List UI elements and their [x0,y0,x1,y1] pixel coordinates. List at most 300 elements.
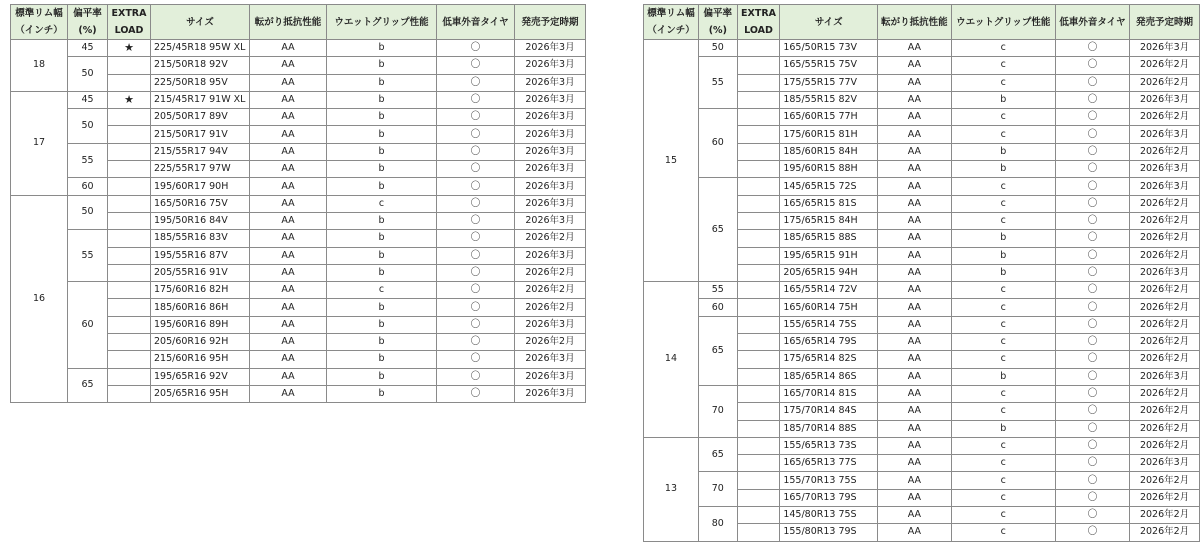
table-row [644,299,1200,316]
release-date-cell: 2026年2月 [1130,524,1200,541]
rolling-resistance-cell: AA [250,282,327,299]
tire-size-cell: 185/65R15 88S [780,230,878,247]
release-date-cell: 2026年2月 [1130,334,1200,351]
rolling-resistance-cell: AA [878,351,951,368]
wet-grip-cell: b [951,264,1055,281]
low-noise-cell: 〇 [437,126,515,143]
low-noise-cell: 〇 [437,161,515,178]
extra-load-cell [737,212,780,229]
low-noise-cell: 〇 [1055,351,1129,368]
tire-size-cell: 225/50R18 95V [151,74,250,91]
aspect-ratio-cell: 55 [68,230,108,282]
extra-load-cell [108,247,151,264]
header-aspect-ratio [68,5,108,40]
rolling-resistance-cell: AA [878,178,951,195]
wet-grip-cell: b [327,57,437,74]
low-noise-cell: 〇 [437,109,515,126]
aspect-ratio-cell: 45 [68,91,108,108]
rolling-resistance-cell: AA [250,143,327,160]
release-date-cell: 2026年3月 [1130,161,1200,178]
wet-grip-cell: c [951,126,1055,143]
extra-load-cell [737,368,780,385]
wet-grip-cell: c [327,195,437,212]
tire-size-cell: 225/45R18 95W XL [151,40,250,57]
release-date-cell: 2026年3月 [515,91,586,108]
wet-grip-cell: b [327,161,437,178]
low-noise-cell: 〇 [1055,437,1129,454]
release-date-cell: 2026年3月 [515,143,586,160]
wet-grip-cell: b [327,299,437,316]
extra-load-cell [737,126,780,143]
release-date-cell: 2026年2月 [1130,420,1200,437]
tire-size-cell: 145/65R15 72S [780,178,878,195]
wet-grip-cell: c [951,299,1055,316]
tire-size-cell: 185/65R14 86S [780,368,878,385]
header-wet-grip: ウエットグリップ性能 [327,5,437,40]
header-row [11,5,586,40]
wet-grip-cell: b [951,368,1055,385]
tire-size-cell: 165/65R14 79S [780,334,878,351]
low-noise-cell: 〇 [1055,109,1129,126]
header-rolling-resistance: 転がり抵抗性能 [250,5,327,40]
tire-size-cell: 165/50R16 75V [151,195,250,212]
rolling-resistance-cell: AA [250,264,327,281]
low-noise-cell: 〇 [437,368,515,385]
extra-load-cell [108,282,151,299]
header-rim-width [11,5,68,40]
extra-load-cell [108,334,151,351]
wet-grip-cell: c [951,455,1055,472]
low-noise-cell: 〇 [437,74,515,91]
extra-load-cell [108,109,151,126]
low-noise-cell: 〇 [437,178,515,195]
aspect-ratio-cell: 55 [698,282,737,299]
release-date-cell: 2026年3月 [515,57,586,74]
aspect-ratio-cell: 65 [698,316,737,385]
tire-size-cell: 145/80R13 75S [780,507,878,524]
wet-grip-cell: b [327,91,437,108]
tire-size-cell: 175/55R15 77V [780,74,878,91]
rolling-resistance-cell: AA [878,420,951,437]
low-noise-cell: 〇 [437,351,515,368]
low-noise-cell: 〇 [1055,212,1129,229]
aspect-ratio-cell: 60 [68,178,108,195]
tire-size-cell: 165/60R15 77H [780,109,878,126]
extra-load-cell [737,109,780,126]
extra-load-star-icon: ★ [108,40,151,57]
rolling-resistance-cell: AA [878,161,951,178]
rolling-resistance-cell: AA [878,247,951,264]
rolling-resistance-cell: AA [878,230,951,247]
rolling-resistance-cell: AA [878,74,951,91]
wet-grip-cell: c [951,472,1055,489]
aspect-ratio-cell: 50 [68,195,108,230]
header-size: サイズ [780,5,878,40]
release-date-cell: 2026年2月 [1130,351,1200,368]
release-date-cell: 2026年2月 [1130,316,1200,333]
tire-size-cell: 185/55R16 83V [151,230,250,247]
wet-grip-cell: c [951,316,1055,333]
rolling-resistance-cell: AA [250,299,327,316]
wet-grip-cell: c [951,282,1055,299]
rolling-resistance-cell: AA [878,507,951,524]
low-noise-cell: 〇 [1055,420,1129,437]
rolling-resistance-cell: AA [878,212,951,229]
extra-load-cell [737,161,780,178]
wet-grip-cell: b [327,230,437,247]
extra-load-cell [108,316,151,333]
wet-grip-cell: c [951,57,1055,74]
extra-load-star-icon: ★ [108,91,151,108]
release-date-cell: 2026年3月 [1130,368,1200,385]
tire-table-right [643,4,1200,542]
tire-size-cell: 185/70R14 88S [780,420,878,437]
aspect-ratio-cell: 55 [68,143,108,178]
rolling-resistance-cell: AA [250,316,327,333]
header-row [644,5,1200,40]
extra-load-cell [108,299,151,316]
rolling-resistance-cell: AA [250,74,327,91]
header-aspect-line1: 偏平率 [703,8,733,19]
tire-size-cell: 215/55R17 94V [151,143,250,160]
tire-size-cell: 165/60R14 75H [780,299,878,316]
extra-load-cell [108,178,151,195]
wet-grip-cell: b [327,178,437,195]
tire-size-cell: 175/60R15 81H [780,126,878,143]
wet-grip-cell: b [327,143,437,160]
low-noise-cell: 〇 [437,385,515,402]
release-date-cell: 2026年2月 [1130,74,1200,91]
low-noise-cell: 〇 [437,91,515,108]
extra-load-cell [737,489,780,506]
rolling-resistance-cell: AA [878,403,951,420]
release-date-cell: 2026年3月 [515,161,586,178]
aspect-ratio-cell: 65 [698,437,737,472]
header-xl-line1: EXTRA [741,8,776,19]
low-noise-cell: 〇 [1055,489,1129,506]
rim-group-13 [644,437,1200,541]
tire-size-cell: 185/60R15 84H [780,143,878,160]
tire-size-cell: 195/60R16 89H [151,316,250,333]
low-noise-cell: 〇 [437,316,515,333]
release-date-cell: 2026年3月 [515,385,586,402]
wet-grip-cell: c [951,195,1055,212]
low-noise-cell: 〇 [1055,178,1129,195]
low-noise-cell: 〇 [437,334,515,351]
extra-load-cell [737,195,780,212]
extra-load-cell [108,351,151,368]
wet-grip-cell: c [327,282,437,299]
wet-grip-cell: b [327,368,437,385]
rolling-resistance-cell: AA [250,91,327,108]
tire-size-cell: 205/55R16 91V [151,264,250,281]
low-noise-cell: 〇 [437,143,515,160]
tire-size-cell: 195/55R16 87V [151,247,250,264]
table-row [11,282,586,299]
header-xl-line2: LOAD [744,25,773,36]
release-date-cell: 2026年2月 [1130,282,1200,299]
rolling-resistance-cell: AA [878,385,951,402]
rolling-resistance-cell: AA [250,161,327,178]
rolling-resistance-cell: AA [878,40,951,57]
extra-load-cell [737,143,780,160]
extra-load-cell [737,264,780,281]
rolling-resistance-cell: AA [250,195,327,212]
tire-size-cell: 165/70R14 81S [780,385,878,402]
wet-grip-cell: b [951,420,1055,437]
low-noise-cell: 〇 [1055,368,1129,385]
release-date-cell: 2026年2月 [1130,472,1200,489]
tire-size-cell: 165/70R13 79S [780,489,878,506]
extra-load-cell [737,74,780,91]
extra-load-cell [737,40,780,57]
wet-grip-cell: b [327,74,437,91]
rolling-resistance-cell: AA [878,437,951,454]
wet-grip-cell: c [951,437,1055,454]
low-noise-cell: 〇 [1055,143,1129,160]
wet-grip-cell: c [951,489,1055,506]
wet-grip-cell: c [951,178,1055,195]
release-date-cell: 2026年3月 [1130,91,1200,108]
release-date-cell: 2026年3月 [515,40,586,57]
low-noise-cell: 〇 [1055,507,1129,524]
low-noise-cell: 〇 [437,299,515,316]
extra-load-cell [737,507,780,524]
rolling-resistance-cell: AA [250,126,327,143]
aspect-ratio-cell: 65 [698,178,737,282]
rolling-resistance-cell: AA [878,143,951,160]
aspect-ratio-cell: 55 [698,57,737,109]
release-date-cell: 2026年2月 [515,230,586,247]
release-date-cell: 2026年2月 [1130,437,1200,454]
tire-size-cell: 165/55R14 72V [780,282,878,299]
release-date-cell: 2026年3月 [515,212,586,229]
release-date-cell: 2026年2月 [1130,109,1200,126]
header-xl-line1: EXTRA [111,8,147,19]
rolling-resistance-cell: AA [878,264,951,281]
table-row [644,282,1200,299]
release-date-cell: 2026年2月 [515,334,586,351]
tire-size-cell: 175/70R14 84S [780,403,878,420]
aspect-ratio-cell: 60 [68,282,108,368]
tire-size-cell: 155/65R14 75S [780,316,878,333]
header-rolling-resistance: 転がり抵抗性能 [878,5,951,40]
aspect-ratio-cell: 60 [698,299,737,316]
extra-load-cell [737,178,780,195]
wet-grip-cell: b [951,161,1055,178]
tire-size-cell: 155/80R13 79S [780,524,878,541]
release-date-cell: 2026年2月 [1130,195,1200,212]
rolling-resistance-cell: AA [878,299,951,316]
low-noise-cell: 〇 [1055,524,1129,541]
wet-grip-cell: b [327,351,437,368]
rim-group-18 [11,40,586,92]
low-noise-cell: 〇 [437,57,515,74]
extra-load-cell [737,247,780,264]
extra-load-cell [737,524,780,541]
aspect-ratio-cell: 50 [68,57,108,92]
rolling-resistance-cell: AA [250,230,327,247]
wet-grip-cell: c [951,212,1055,229]
table-row [644,437,1200,454]
rim-group-16 [11,195,586,403]
low-noise-cell: 〇 [1055,40,1129,57]
rolling-resistance-cell: AA [878,316,951,333]
rolling-resistance-cell: AA [878,489,951,506]
tire-size-cell: 205/65R15 94H [780,264,878,281]
aspect-ratio-cell: 70 [698,385,737,437]
table-row [11,143,586,160]
low-noise-cell: 〇 [437,230,515,247]
wet-grip-cell: c [951,334,1055,351]
extra-load-cell [737,472,780,489]
rolling-resistance-cell: AA [878,455,951,472]
tire-size-cell: 205/60R16 92H [151,334,250,351]
release-date-cell: 2026年3月 [515,247,586,264]
table-row [11,230,586,247]
wet-grip-cell: c [951,109,1055,126]
header-aspect-line1: 偏平率 [73,8,102,19]
wet-grip-cell: c [951,351,1055,368]
low-noise-cell: 〇 [1055,282,1129,299]
tire-size-cell: 195/60R17 90H [151,178,250,195]
wet-grip-cell: b [951,230,1055,247]
low-noise-cell: 〇 [437,247,515,264]
low-noise-cell: 〇 [1055,195,1129,212]
extra-load-cell [737,230,780,247]
release-date-cell: 2026年2月 [1130,143,1200,160]
tire-size-cell: 185/60R16 86H [151,299,250,316]
low-noise-cell: 〇 [1055,74,1129,91]
tire-size-cell: 195/65R16 92V [151,368,250,385]
rolling-resistance-cell: AA [250,109,327,126]
rim-width-cell: 15 [644,40,699,282]
wet-grip-cell: b [327,385,437,402]
low-noise-cell: 〇 [1055,91,1129,108]
low-noise-cell: 〇 [437,264,515,281]
release-date-cell: 2026年3月 [515,109,586,126]
table-row [11,178,586,195]
release-date-cell: 2026年2月 [1130,57,1200,74]
release-date-cell: 2026年2月 [515,264,586,281]
tire-size-cell: 195/50R16 84V [151,212,250,229]
wet-grip-cell: b [327,126,437,143]
table-row [644,109,1200,126]
low-noise-cell: 〇 [437,40,515,57]
wet-grip-cell: b [327,264,437,281]
table-row [11,195,586,212]
low-noise-cell: 〇 [1055,230,1129,247]
release-date-cell: 2026年2月 [1130,385,1200,402]
extra-load-cell [737,351,780,368]
low-noise-cell: 〇 [1055,403,1129,420]
rolling-resistance-cell: AA [878,368,951,385]
rolling-resistance-cell: AA [878,524,951,541]
tire-size-cell: 165/65R15 81S [780,195,878,212]
rim-width-cell: 17 [11,91,68,195]
release-date-cell: 2026年3月 [1130,455,1200,472]
rolling-resistance-cell: AA [878,472,951,489]
aspect-ratio-cell: 50 [68,109,108,144]
release-date-cell: 2026年2月 [1130,299,1200,316]
header-size: サイズ [151,5,250,40]
header-low-noise: 低車外音タイヤ [1055,5,1129,40]
wet-grip-cell: b [327,247,437,264]
release-date-cell: 2026年2月 [1130,230,1200,247]
release-date-cell: 2026年3月 [515,74,586,91]
extra-load-cell [737,57,780,74]
table-row [644,385,1200,402]
extra-load-cell [108,230,151,247]
header-release-date: 発売予定時期 [515,5,586,40]
aspect-ratio-cell: 65 [68,368,108,403]
header-rim-line2: （インチ） [15,25,63,36]
rolling-resistance-cell: AA [878,195,951,212]
release-date-cell: 2026年3月 [1130,178,1200,195]
table-row [11,91,586,108]
header-extra-load [737,5,780,40]
header-rim-width [644,5,699,40]
release-date-cell: 2026年3月 [515,351,586,368]
tire-table-left [10,4,586,403]
extra-load-cell [108,126,151,143]
wet-grip-cell: b [327,334,437,351]
release-date-cell: 2026年3月 [1130,264,1200,281]
table-row [11,57,586,74]
rolling-resistance-cell: AA [250,212,327,229]
table-row [644,316,1200,333]
table-row [11,40,586,57]
rolling-resistance-cell: AA [878,91,951,108]
low-noise-cell: 〇 [1055,161,1129,178]
tire-size-cell: 175/65R15 84H [780,212,878,229]
tire-size-cell: 155/65R13 73S [780,437,878,454]
extra-load-cell [737,437,780,454]
low-noise-cell: 〇 [1055,385,1129,402]
wet-grip-cell: b [327,109,437,126]
header-aspect-line2: (%) [78,25,97,36]
wet-grip-cell: c [951,524,1055,541]
wet-grip-cell: c [951,385,1055,402]
release-date-cell: 2026年2月 [1130,507,1200,524]
wet-grip-cell: b [951,247,1055,264]
extra-load-cell [108,161,151,178]
release-date-cell: 2026年3月 [1130,126,1200,143]
extra-load-cell [737,455,780,472]
rolling-resistance-cell: AA [250,57,327,74]
rolling-resistance-cell: AA [878,282,951,299]
table-row [644,507,1200,524]
rim-group-17 [11,91,586,195]
rolling-resistance-cell: AA [250,351,327,368]
tire-size-cell: 165/55R15 75V [780,57,878,74]
rim-width-cell: 18 [11,40,68,92]
low-noise-cell: 〇 [1055,455,1129,472]
release-date-cell: 2026年3月 [515,316,586,333]
tire-size-cell: 195/65R15 91H [780,247,878,264]
rolling-resistance-cell: AA [250,368,327,385]
rim-width-cell: 16 [11,195,68,403]
extra-load-cell [108,195,151,212]
release-date-cell: 2026年2月 [515,299,586,316]
low-noise-cell: 〇 [1055,126,1129,143]
tire-size-cell: 195/60R15 88H [780,161,878,178]
table-row [11,109,586,126]
release-date-cell: 2026年2月 [1130,489,1200,506]
aspect-ratio-cell: 45 [68,40,108,57]
rolling-resistance-cell: AA [878,57,951,74]
rolling-resistance-cell: AA [250,247,327,264]
